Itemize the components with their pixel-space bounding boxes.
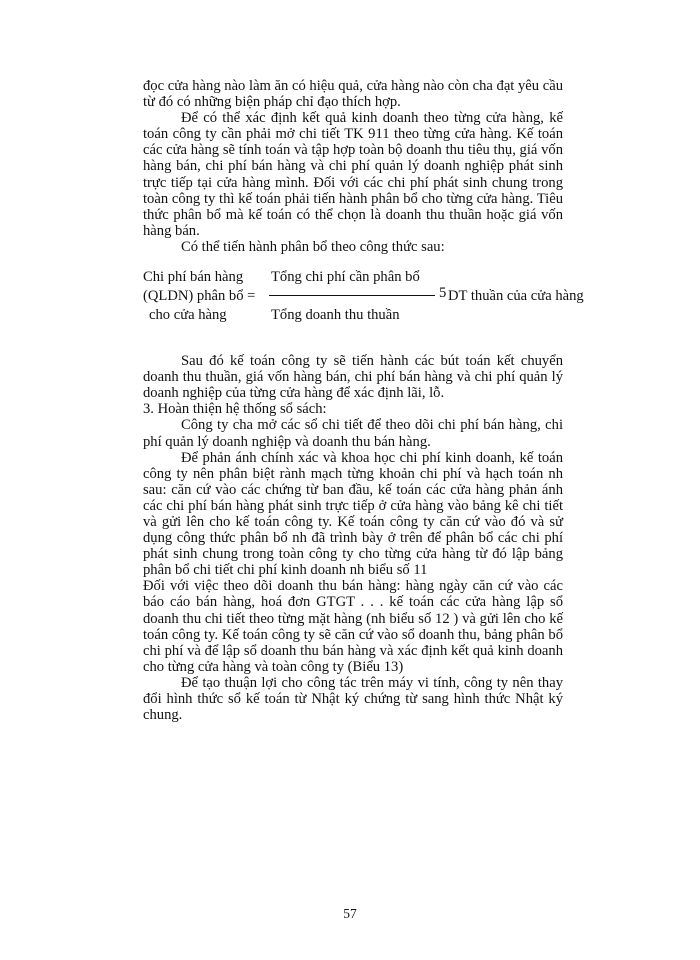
formula-multiplier: 5: [439, 285, 447, 302]
formula-right-text: DT thuần của cửa hàng: [448, 288, 584, 305]
paragraph-6: Để phản ánh chính xác và khoa học chi phí kinh doanh, kế toán công ty nên phân biệt rành mạch từng khoản chi phí và hạch toán nh sau: căn cứ vào các chứng từ ban đầu, kế toán các cửa hàng phản ánh các chi phí bán hàng phát sinh trực tiếp ở cửa hàng vào bảng kê chi tiết và gửi lên cho kế toán công ty. Kế toán công ty căn cứ vào đó và sử dụng công thức phân bổ nh đã trình bày ở trên để phân bổ các chi phí phát sinh chung trong toàn công ty cho từng cửa hàng từ đó lập bảng phân bổ chi tiết chi phí kinh doanh nh biểu số 11: [143, 449, 563, 579]
paragraph-5: Công ty cha mở các sổ chi tiết để theo dõi chi phí bán hàng, chi phí quản lý doanh nghiệp và doanh thu bán hàng.: [143, 417, 563, 450]
section-heading: 3. Hoàn thiện hệ thống sổ sách:: [143, 401, 327, 418]
formula-left-line3: cho cửa hàng: [149, 307, 227, 324]
paragraph-7: Đối với việc theo dõi doanh thu bán hàng: hàng ngày căn cứ vào các báo cáo bán hàng, hoá đơn GTGT . . . kế toán các cửa hàng lập sổ doanh thu chi tiết theo từng mặt hàng (nh biểu số 12 ) và gửi lên cho kế toán công ty. Kế toán công ty sẽ căn cứ vào sổ doanh thu, bảng phân bổ chi phí và để lập sổ doanh thu bán hàng và xác định kết quả kinh doanh cho từng cửa hàng và toàn công ty (Biểu 13): [143, 578, 563, 675]
fraction-bar: [269, 295, 435, 296]
formula-left-line2: (QLDN) phân bổ =: [143, 288, 256, 305]
paragraphs-top: [143, 78, 563, 255]
paragraph-4: Sau đó kế toán công ty sẽ tiến hành các bút toán kết chuyển doanh thu thuần, giá vốn hàng bán, chi phí bán hàng và chi phí quản lý doanh nghiệp của từng cửa hàng để xác định lãi, lỗ.: [143, 353, 563, 402]
paragraph-3: Có thể tiến hành phân bổ theo công thức sau:: [181, 238, 445, 255]
paragraph-2: Để có thể xác định kết quả kinh doanh theo từng cửa hàng, kế toán công ty cần phải mở chi tiết TK 911 theo từng cửa hàng. Kế toán các cửa hàng sẽ tính toán và tập hợp toàn bộ doanh thu tiêu thụ, giá vốn hàng bán, chi phí bán hàng và chi phí quản lý doanh nghiệp phát sinh trực tiếp tại cửa hàng mình. Đối với các chi phí phát sinh chung trong toàn công ty thì kế toán phải tiến hành phân bổ cho từng cửa hàng. Tiêu thức phân bổ mà kế toán có thể chọn là doanh thu thuần hoặc giá vốn hàng bán.: [143, 110, 563, 239]
paragraph-1: đọc cửa hàng nào làm ăn có hiệu quả, cửa hàng nào còn cha đạt yêu cầu từ đó có những biện pháp chỉ đạo thích hợp.: [143, 78, 563, 111]
allocation-formula: [143, 269, 584, 333]
page-number: 57: [343, 906, 357, 921]
formula-numerator: Tổng chi phí cần phân bổ: [271, 269, 420, 286]
formula-denominator: Tổng doanh thu thuần: [271, 307, 400, 324]
paragraphs-bottom: [143, 353, 563, 723]
document-page: [143, 78, 584, 724]
formula-left-line1: Chi phí bán hàng: [143, 269, 244, 286]
paragraph-8: Để tạo thuận lợi cho công tác trên máy vi tính, công ty nên thay đổi hình thức sổ kế toán từ Nhật ký chứng từ sang hình thức Nhật ký chung.: [143, 674, 563, 724]
